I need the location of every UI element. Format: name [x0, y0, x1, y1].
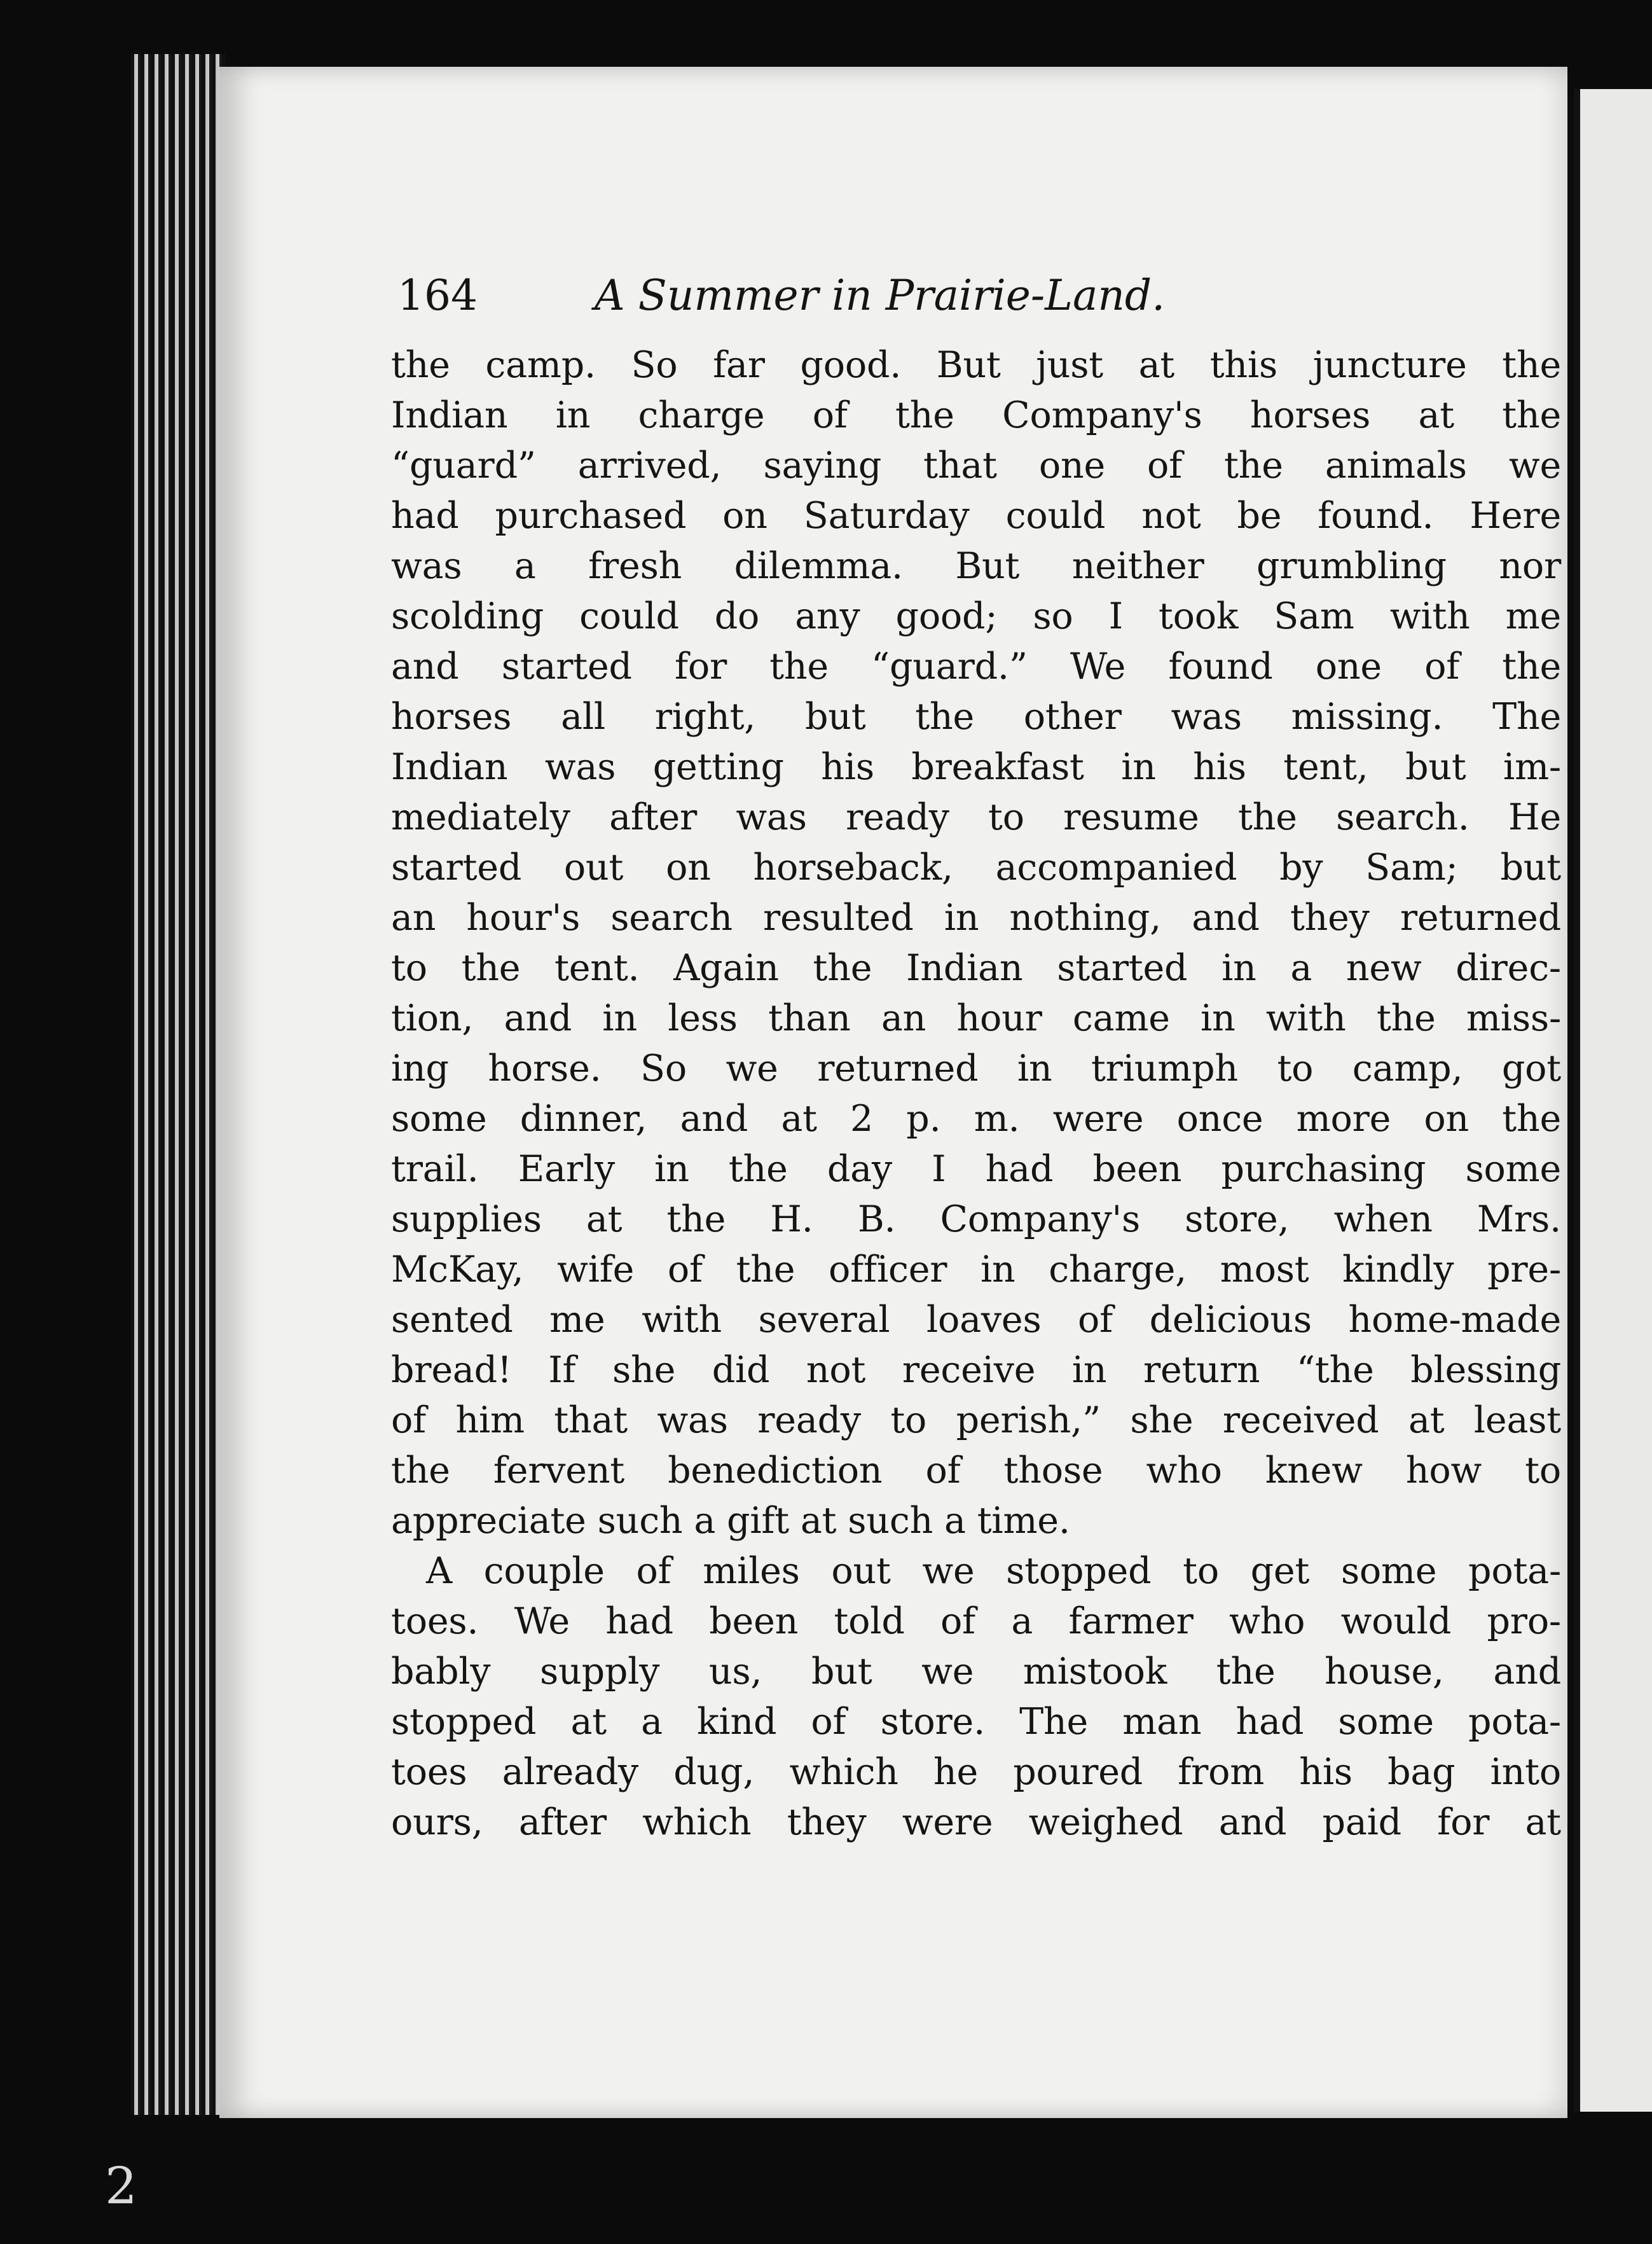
book-title: A Summer in Prairie-Land. [595, 271, 1166, 320]
page [219, 67, 1567, 2118]
text-line: to the tent. Again the Indian started in a new direc- [391, 947, 1561, 989]
text-line: tion, and in less than an hour came in with the miss- [391, 997, 1561, 1039]
margin-mark: 2 [105, 2156, 137, 2215]
text-line: McKay, wife of the officer in charge, most kindly pre- [391, 1249, 1561, 1291]
body-text [391, 340, 1561, 1848]
text-line: of him that was ready to perish,” she received at least [391, 1399, 1561, 1441]
text-line: some dinner, and at 2 p. m. were once more on the [391, 1098, 1561, 1140]
text-line: an hour's search resulted in nothing, and they returned [391, 897, 1561, 939]
text-line: A couple of miles out we stopped to get some pota- [426, 1550, 1561, 1592]
text-line: had purchased on Saturday could not be found. Here [391, 495, 1561, 537]
page-number: 164 [397, 271, 478, 320]
text-line: toes already dug, which he poured from his bag into [391, 1751, 1561, 1793]
text-line: sented me with several loaves of delicious home-made [391, 1299, 1561, 1341]
book-page-edges [130, 54, 226, 2115]
text-line: ing horse. So we returned in triumph to camp, got [391, 1048, 1561, 1090]
text-line: “guard” arrived, saying that one of the animals we [391, 445, 1561, 487]
text-line: supplies at the H. B. Company's store, when Mrs. [391, 1198, 1561, 1240]
text-line: bably supply us, but we mistook the house, and [391, 1651, 1561, 1693]
text-line: appreciate such a gift at such a time. [391, 1500, 1070, 1542]
text-line: horses all right, but the other was missing. The [391, 696, 1561, 738]
text-line: trail. Early in the day I had been purchasing some [391, 1148, 1561, 1190]
text-line: the camp. So far good. But just at this juncture the [391, 344, 1561, 386]
text-line: mediately after was ready to resume the search. He [391, 796, 1561, 838]
facing-page-edge [1574, 89, 1652, 2112]
text-line: stopped at a kind of store. The man had some pota- [391, 1701, 1561, 1743]
text-line: the fervent benediction of those who knew how to [391, 1450, 1561, 1492]
text-line: scolding could do any good; so I took Sam with me [391, 595, 1561, 637]
text-line: and started for the “guard.” We found one of the [391, 646, 1561, 688]
text-line: bread! If she did not receive in return “the blessing [391, 1349, 1561, 1391]
text-line: Indian in charge of the Company's horses at the [391, 394, 1561, 436]
text-line: toes. We had been told of a farmer who would pro- [391, 1600, 1561, 1642]
running-head [397, 258, 1428, 334]
text-line: Indian was getting his breakfast in his tent, but im- [391, 746, 1561, 788]
text-line: was a fresh dilemma. But neither grumbling nor [391, 545, 1561, 587]
text-line: started out on horseback, accompanied by Sam; but [391, 847, 1561, 889]
text-line: ours, after which they were weighed and paid for at [391, 1801, 1561, 1843]
